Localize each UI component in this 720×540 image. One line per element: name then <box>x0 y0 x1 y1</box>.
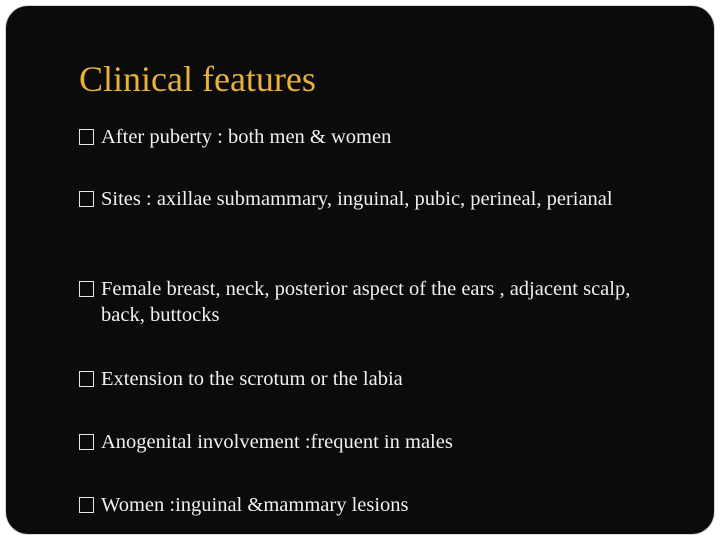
bullet-box-icon <box>79 371 94 387</box>
bullet-item <box>79 429 679 455</box>
bullet-text: Sites : axillae submammary, inguinal, pubic, perineal, perianal <box>101 188 613 210</box>
bullet-text: After puberty : both men & women <box>101 126 392 148</box>
bullet-box-icon <box>79 497 94 513</box>
bullet-item <box>79 186 679 212</box>
bullet-text: Women :inguinal &mammary lesions <box>101 494 409 516</box>
bullet-text: Anogenital involvement :frequent in males <box>101 431 453 453</box>
bullet-box-icon <box>79 281 94 297</box>
bullet-item <box>79 366 679 392</box>
bullet-box-icon <box>79 191 94 207</box>
bullet-text: Female breast, neck, posterior aspect of the ears , adjacent scalp, back, buttocks <box>101 278 631 326</box>
bullet-item <box>79 276 679 328</box>
bullet-item <box>79 124 679 150</box>
bullet-item <box>79 492 679 518</box>
bullet-text: Extension to the scrotum or the labia <box>101 368 403 390</box>
slide-title: Clinical features <box>79 59 316 99</box>
bullet-box-icon <box>79 434 94 450</box>
slide <box>6 6 714 534</box>
bullet-box-icon <box>79 129 94 145</box>
